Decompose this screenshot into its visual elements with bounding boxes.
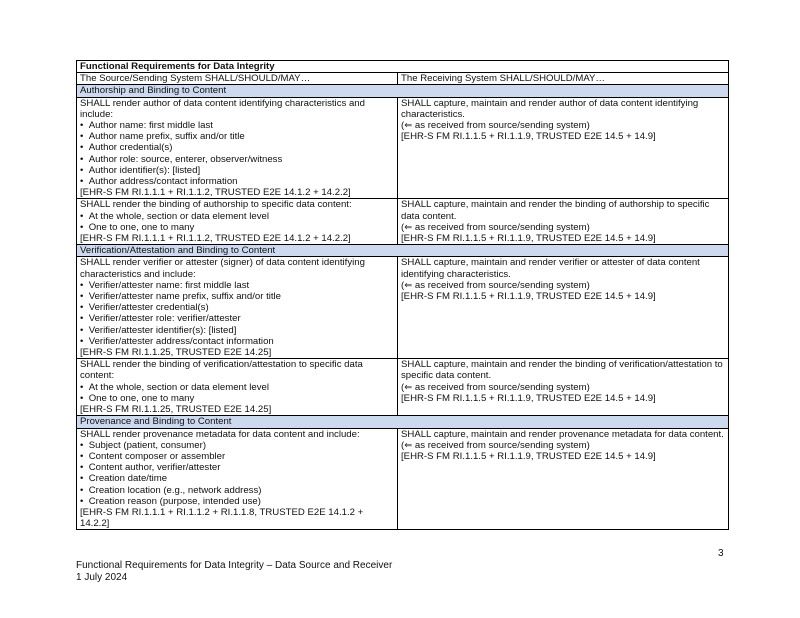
footer-title: Functional Requirements for Data Integrity – Data Source and Receiver <box>76 560 393 571</box>
bullet-item: • Verifier/attester address/contact information <box>80 336 394 347</box>
bullet-item: • Content author, verifier/attester <box>80 462 394 473</box>
reference-text: [EHR-S FM RI.1.1.5 + RI.1.1.9, TRUSTED E2E 14.5 + 14.9] <box>401 291 656 303</box>
section-heading-authorship: Authorship and Binding to Content <box>77 85 729 97</box>
bullet-item: • Creation reason (purpose, intended use) <box>80 496 394 507</box>
bullet-item: • Verifier/attester role: verifier/attester <box>80 313 394 324</box>
column-header-source: The Source/Sending System SHALL/SHOULD/MAY… <box>77 73 398 85</box>
reference-text: [EHR-S FM RI.1.1.5 + RI.1.1.9, TRUSTED E2E 14.5 + 14.9] <box>401 131 656 143</box>
receiving-requirement-cell <box>398 199 729 245</box>
source-requirement-cell <box>77 359 398 416</box>
source-note: (⇐ as received from source/sending system) <box>401 279 590 291</box>
reference-text: [EHR-S FM RI.1.1.5 + RI.1.1.9, TRUSTED E2E 14.5 + 14.9] <box>401 233 656 245</box>
reference-text: [EHR-S FM RI.1.1.25, TRUSTED E2E 14.25] <box>80 347 272 359</box>
reference-text: [EHR-S FM RI.1.1.25, TRUSTED E2E 14.25] <box>80 404 272 416</box>
requirement-intro: SHALL render author of data content identifying characteristics and include: <box>80 97 365 120</box>
bullet-item: • One to one, one to many <box>80 222 394 233</box>
requirements-table <box>76 60 729 530</box>
bullet-item: • Author name prefix, suffix and/or title <box>80 131 394 142</box>
reference-text: [EHR-S FM RI.1.1.5 + RI.1.1.9, TRUSTED E2E 14.5 + 14.9] <box>401 392 656 404</box>
bullet-item: • One to one, one to many <box>80 393 394 404</box>
requirement-text: SHALL capture, maintain and render verifier or attester of data content identifying characteristics. <box>401 257 700 280</box>
receiving-requirement-cell <box>398 428 729 530</box>
source-requirement-cell <box>77 97 398 199</box>
bullet-item: • At the whole, section or data element level <box>80 211 394 222</box>
source-requirement-cell <box>77 199 398 245</box>
table-row <box>77 428 729 530</box>
bullet-item: • Verifier/attester identifier(s): [listed] <box>80 325 394 336</box>
reference-text: [EHR-S FM RI.1.1.1 + RI.1.1.2, TRUSTED E2E 14.1.2 + 14.2.2] <box>80 233 351 245</box>
requirement-text: SHALL capture, maintain and render the binding of verification/attestation to specific data content. <box>401 359 723 382</box>
section-heading-verification: Verification/Attestation and Binding to Content <box>77 245 729 257</box>
bullet-item: • Author role: source, enterer, observer/witness <box>80 154 394 165</box>
receiving-requirement-cell <box>398 257 729 359</box>
page-footer <box>76 560 392 584</box>
table-row <box>77 97 729 199</box>
source-note: (⇐ as received from source/sending system) <box>401 120 590 132</box>
bullet-item: • Content composer or assembler <box>80 451 394 462</box>
section-heading-provenance: Provenance and Binding to Content <box>77 416 729 428</box>
bullet-item: • Subject (patient, consumer) <box>80 440 394 451</box>
bullet-item: • Author credential(s) <box>80 142 394 153</box>
table-row <box>77 257 729 359</box>
bullet-item: • At the whole, section or data element level <box>80 382 394 393</box>
source-note: (⇐ as received from source/sending system) <box>401 439 590 451</box>
requirement-text: SHALL capture, maintain and render provenance metadata for data content. <box>401 428 724 440</box>
requirement-intro: SHALL render the binding of authorship to specific data content: <box>80 199 352 211</box>
bullet-item: • Author name: first middle last <box>80 120 394 131</box>
bullet-item: • Author address/contact information <box>80 176 394 187</box>
reference-text: [EHR-S FM RI.1.1.1 + RI.1.1.2 + RI.1.1.8, TRUSTED E2E 14.1.2 + 14.2.2] <box>80 506 364 530</box>
page-number: 3 <box>718 548 724 559</box>
reference-text: [EHR-S FM RI.1.1.5 + RI.1.1.9, TRUSTED E2E 14.5 + 14.9] <box>401 450 656 462</box>
bullet-item: • Author identifier(s): [listed] <box>80 165 394 176</box>
footer-date: 1 July 2024 <box>76 572 128 583</box>
bullet-item: • Creation location (e.g., network address) <box>80 485 394 496</box>
table-row <box>77 359 729 416</box>
source-requirement-cell <box>77 428 398 530</box>
bullet-item: • Verifier/attester credential(s) <box>80 302 394 313</box>
requirement-text: SHALL capture, maintain and render the binding of authorship to specific data content. <box>401 199 710 222</box>
bullet-item: • Verifier/attester name: first middle last <box>80 280 394 291</box>
bullet-item: • Verifier/attester name prefix, suffix and/or title <box>80 291 394 302</box>
requirement-intro: SHALL render the binding of verification/attestation to specific data content: <box>80 359 363 382</box>
table-title: Functional Requirements for Data Integrity <box>77 61 729 73</box>
source-note: (⇐ as received from source/sending system) <box>401 381 590 393</box>
reference-text: [EHR-S FM RI.1.1.1 + RI.1.1.2, TRUSTED E2E 14.1.2 + 14.2.2] <box>80 187 351 199</box>
column-header-receiving: The Receiving System SHALL/SHOULD/MAY… <box>398 73 729 85</box>
source-requirement-cell <box>77 257 398 359</box>
receiving-requirement-cell <box>398 97 729 199</box>
requirement-intro: SHALL render provenance metadata for data content and include: <box>80 428 360 440</box>
bullet-item: • Creation date/time <box>80 473 394 484</box>
requirement-intro: SHALL render verifier or attester (signer) of data content identifying characteristics and include: <box>80 257 365 280</box>
receiving-requirement-cell <box>398 359 729 416</box>
source-note: (⇐ as received from source/sending system) <box>401 221 590 233</box>
requirement-text: SHALL capture, maintain and render author of data content identifying characteristics. <box>401 97 699 120</box>
table-row <box>77 199 729 245</box>
